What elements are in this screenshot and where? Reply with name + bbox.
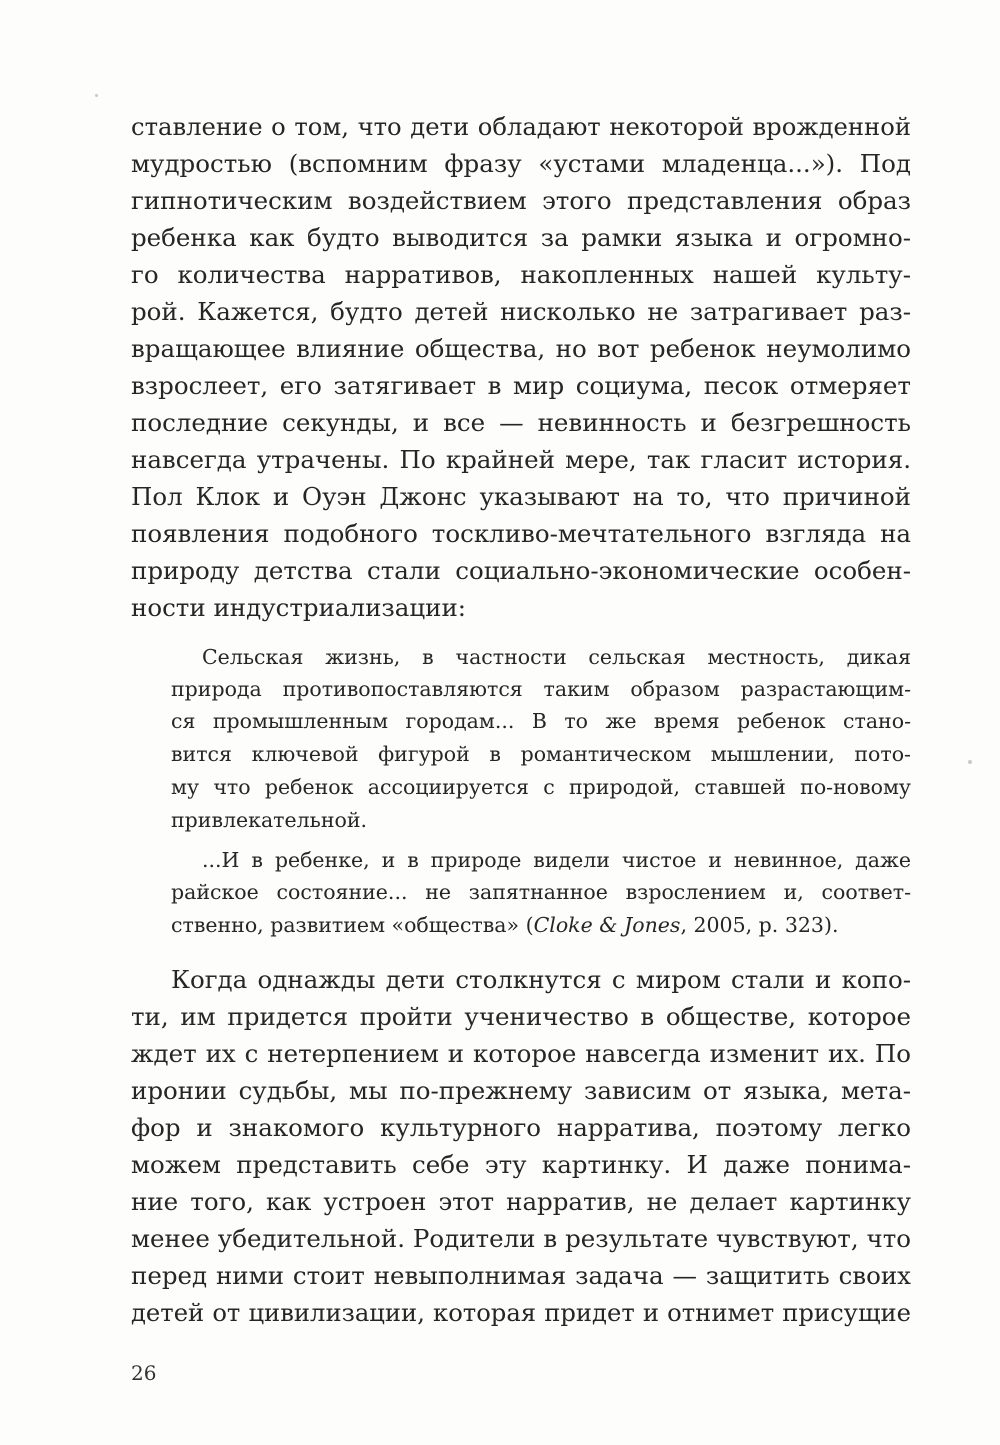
quote-line: райское состояние... не запятнанное взрослением и, соответ- (171, 880, 911, 904)
quote-line: привлекательной. (171, 808, 368, 832)
text-line: иронии судьбы, мы по-прежнему зависим от языка, мета- (131, 1076, 911, 1105)
text-line: ности индустриализации: (131, 593, 467, 622)
text-line: природу детства стали социально-экономические особен- (131, 556, 911, 585)
text-line: можем представить себе эту картинку. И даже понима- (131, 1150, 911, 1179)
text-line: го количества нарративов, накопленных нашей культу- (131, 260, 911, 289)
text-line: рой. Кажется, будто детей нисколько не затрагивает раз- (131, 297, 911, 326)
quote-line: ...И в ребенке, и в природе видели чистое и невинное, даже (202, 848, 911, 872)
text-line: детей от цивилизации, которая придет и отнимет присущие (131, 1298, 911, 1327)
quote-line: ся промышленным городам... В то же время ребенок стано- (171, 709, 911, 733)
text-line: фор и знакомого культурного нарратива, поэтому легко (131, 1113, 911, 1142)
text-line: последние секунды, и все — невинность и безгрешность (131, 408, 911, 437)
text-line: ждет их с нетерпением и которое навсегда изменит их. По (131, 1039, 911, 1068)
citation-details: , 2005, p. 323). (680, 913, 839, 937)
text-line: ребенка как будто выводится за рамки языка и огромно- (131, 223, 911, 252)
text-line: взрослеет, его затягивает в мир социума, песок отмеряет (131, 371, 911, 400)
text-line: гипнотическим воздействием этого представления образ (131, 186, 911, 215)
scan-speck (95, 94, 98, 97)
text-line: мудростью (вспомним фразу «устами младенца...»). Под (131, 149, 911, 178)
quote-text: ственно, развитием «общества» ( (171, 913, 534, 937)
text-line: вращающее влияние общества, но вот ребенок неумолимо (131, 334, 911, 363)
text-line: Когда однажды дети столкнутся с миром стали и копо- (171, 965, 911, 994)
scan-speck (968, 760, 972, 764)
text-line: навсегда утрачены. По крайней мере, так гласит история. (131, 445, 911, 474)
page-number: 26 (131, 1361, 157, 1385)
text-line: перед ними стоит невыполнимая задача — защитить своих (131, 1261, 911, 1290)
text-line: ние того, как устроен этот нарратив, не делает картинку (131, 1187, 911, 1216)
quote-line: Сельская жизнь, в частности сельская местность, дикая (202, 645, 911, 669)
quote-line: вится ключевой фигурой в романтическом мышлении, пото- (171, 742, 911, 766)
quote-line: му что ребенок ассоциируется с природой, ставшей по-новому (171, 775, 911, 799)
text-line: Пол Клок и Оуэн Джонс указывают на то, что причиной (131, 482, 911, 511)
text-line: ставление о том, что дети обладают некоторой врожденной (131, 112, 911, 141)
citation-authors: Cloke & Jones (533, 913, 681, 937)
quote-line: природа противопоставляются таким образом разрастающим- (171, 677, 911, 701)
text-line: менее убедительной. Родители в результате чувствуют, что (131, 1224, 911, 1253)
text-line: появления подобного тоскливо-мечтательного взгляда на (131, 519, 911, 548)
text-line: ти, им придется пройти ученичество в обществе, которое (131, 1002, 911, 1031)
quote-citation-line (171, 909, 838, 941)
